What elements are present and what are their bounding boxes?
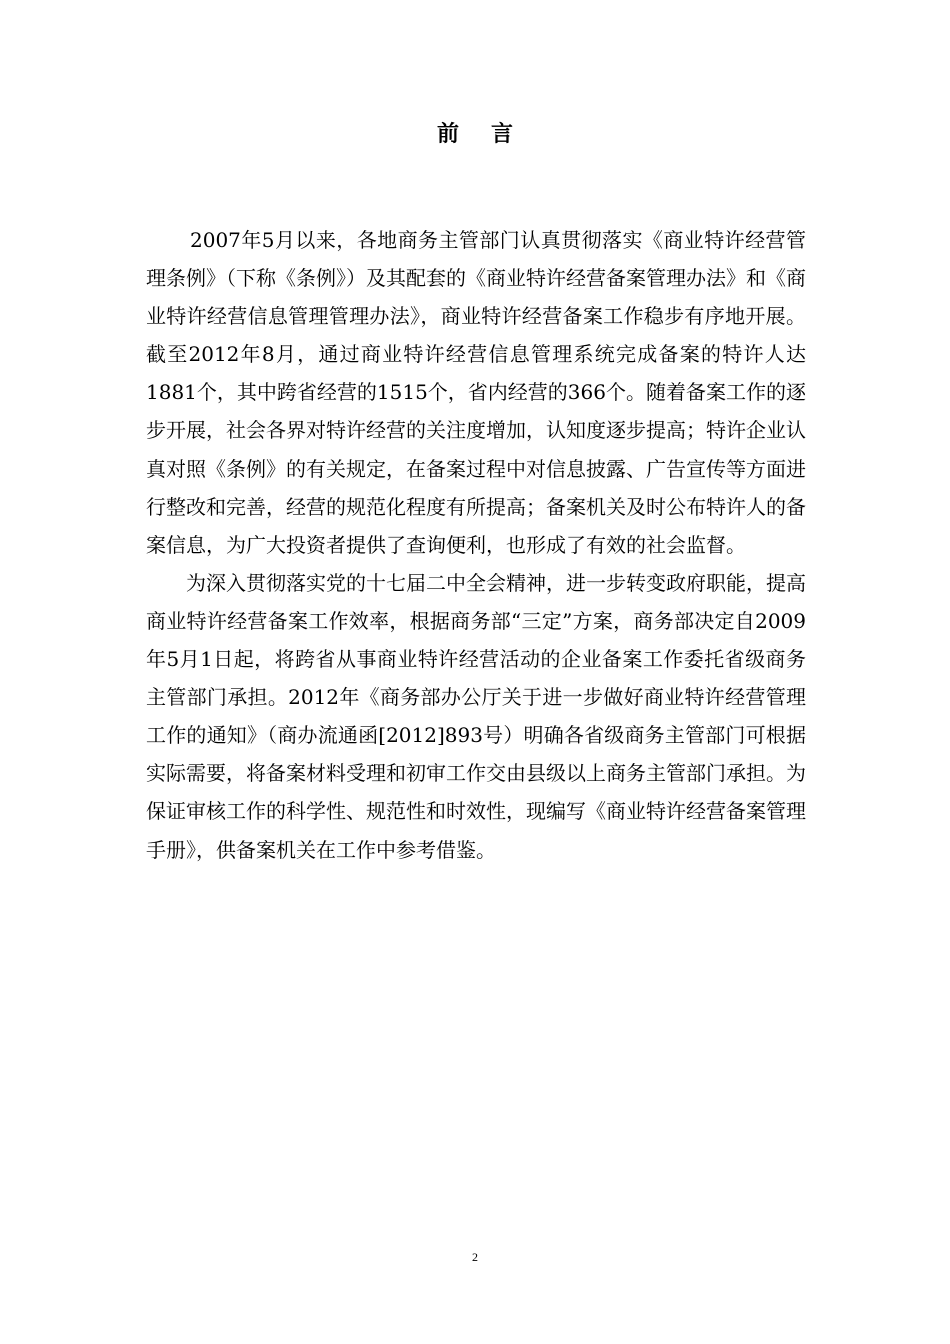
page-number: 2 (472, 1250, 478, 1264)
page-title: 前言 (436, 122, 545, 147)
body-text (146, 221, 806, 869)
paragraph-1: 2007年5月以来，各地商务主管部门认真贯彻落实《商业特许经营管理条例》（下称《条例》）及其配套的《商业特许经营备案管理办法》和《商业特许经营信息管理管理办法》，商业特许经营备案工作稳步有序地开展。截至2012年8月，通过商业特许经营信息管理系统完成备案的特许人达1881个，其中跨省经营的1515个，省内经营的366个。随着备案工作的逐步开展，社会各界对特许经营的关注度增加，认知度逐步提高；特许企业认真对照《条例》的有关规定，在备案过程中对信息披露、广告宣传等方面进行整改和完善，经营的规范化程度有所提高；备案机关及时公布特许人的备案信息，为广大投资者提供了查询便利，也形成了有效的社会监督。 (146, 228, 806, 557)
paragraph-2: 为深入贯彻落实党的十七届二中全会精神，进一步转变政府职能，提高商业特许经营备案工作效率，根据商务部“三定”方案，商务部决定自2009年5月1日起，将跨省从事商业特许经营活动的企业备案工作委托省级商务主管部门承担。2012年《商务部办公厅关于进一步做好商业特许经营管理工作的通知》（商办流通函[2012]893号）明确各省级商务主管部门可根据实际需要，将备案材料受理和初审工作交由县级以上商务主管部门承担。为保证审核工作的科学性、规范性和时效性，现编写《商业特许经营备案管理手册》，供备案机关在工作中参考借鉴。 (146, 570, 806, 862)
